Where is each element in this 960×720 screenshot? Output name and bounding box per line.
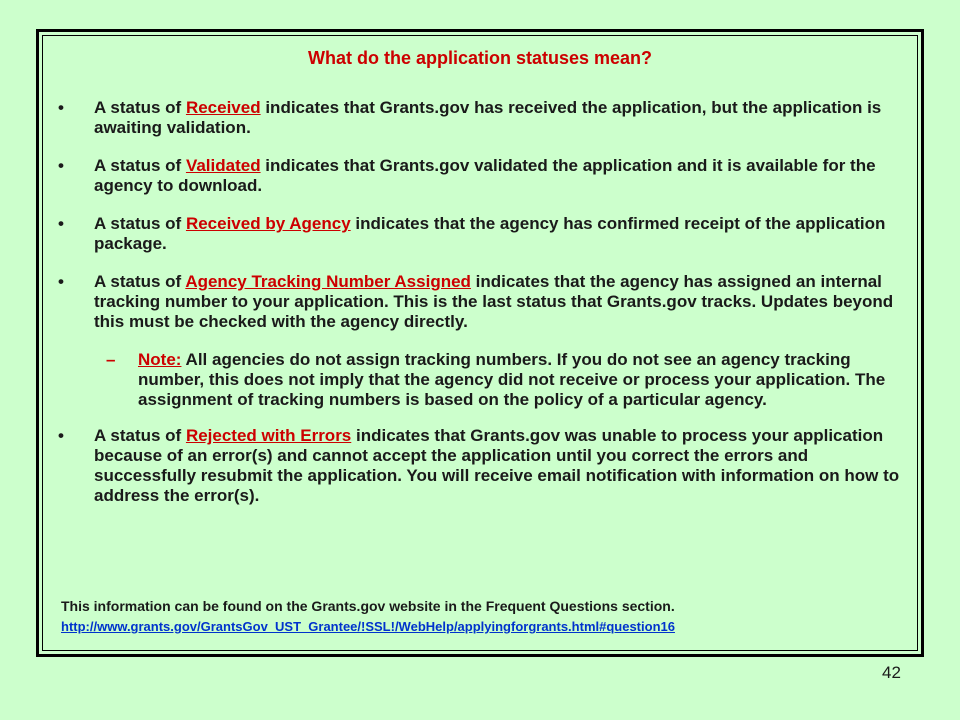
dash-icon: – [106,350,116,369]
source-link[interactable]: http://www.grants.gov/GrantsGov_UST_Grantee/!SSL!/WebHelp/applyingforgrants.html#question16 [61,619,675,634]
status-term-tracking-number-assigned: Agency Tracking Number Assigned [185,272,471,291]
page-title: What do the application statuses mean? [307,48,653,68]
status-term-validated: Validated [185,156,261,175]
status-item-received-by-agency [58,214,902,254]
status-item-description: indicates that the agency has confirmed receipt of the application package. [94,214,886,253]
status-item-received [58,98,902,138]
status-item-description: indicates that Grants.gov validated the application and it is available for the agency to download. [94,156,876,195]
note-text: All agencies do not assign tracking numbers. If you do not see an agency tracking number, this does not imply that the agency did not receive or process your application. The assignment of tracking numbers is based on the policy of a particular agency. [138,350,886,409]
bullet-icon: • [58,214,64,233]
status-term-rejected-with-errors: Rejected with Errors [185,426,352,445]
bullet-icon: • [58,156,64,175]
status-list [58,98,902,524]
source-note: This information can be found on the Grants.gov website in the Frequent Questions section. [61,598,675,614]
status-item-description: indicates that the agency has assigned an internal tracking number to your application. This is the last status that Grants.gov tracks. Updates beyond this must be checked with the agency directly. [94,272,894,331]
page-number: 42 [882,663,901,682]
status-item-tracking-number-assigned [58,272,902,332]
note-label: Note: [138,350,182,369]
bullet-icon: • [58,98,64,117]
status-item-validated [58,156,902,196]
status-term-received-by-agency: Received by Agency [185,214,351,233]
note-item [58,350,902,410]
status-item-prefix: A status of [94,426,186,445]
status-term-received: Received [185,98,261,117]
bullet-icon: • [58,272,64,291]
status-item-prefix: A status of [94,272,186,291]
status-item-description: indicates that Grants.gov was unable to process your application because of an error(s) and cannot accept the application until you correct the errors and successfully resubmit the application. You will receive email notification with information on how to address the error(s). [94,426,900,505]
status-item-prefix: A status of [94,214,186,233]
status-item-description: indicates that Grants.gov has received the application, but the application is awaiting validation. [94,98,882,137]
bullet-icon: • [58,426,64,445]
status-item-rejected-with-errors [58,426,902,506]
status-item-prefix: A status of [94,98,186,117]
status-item-prefix: A status of [94,156,186,175]
